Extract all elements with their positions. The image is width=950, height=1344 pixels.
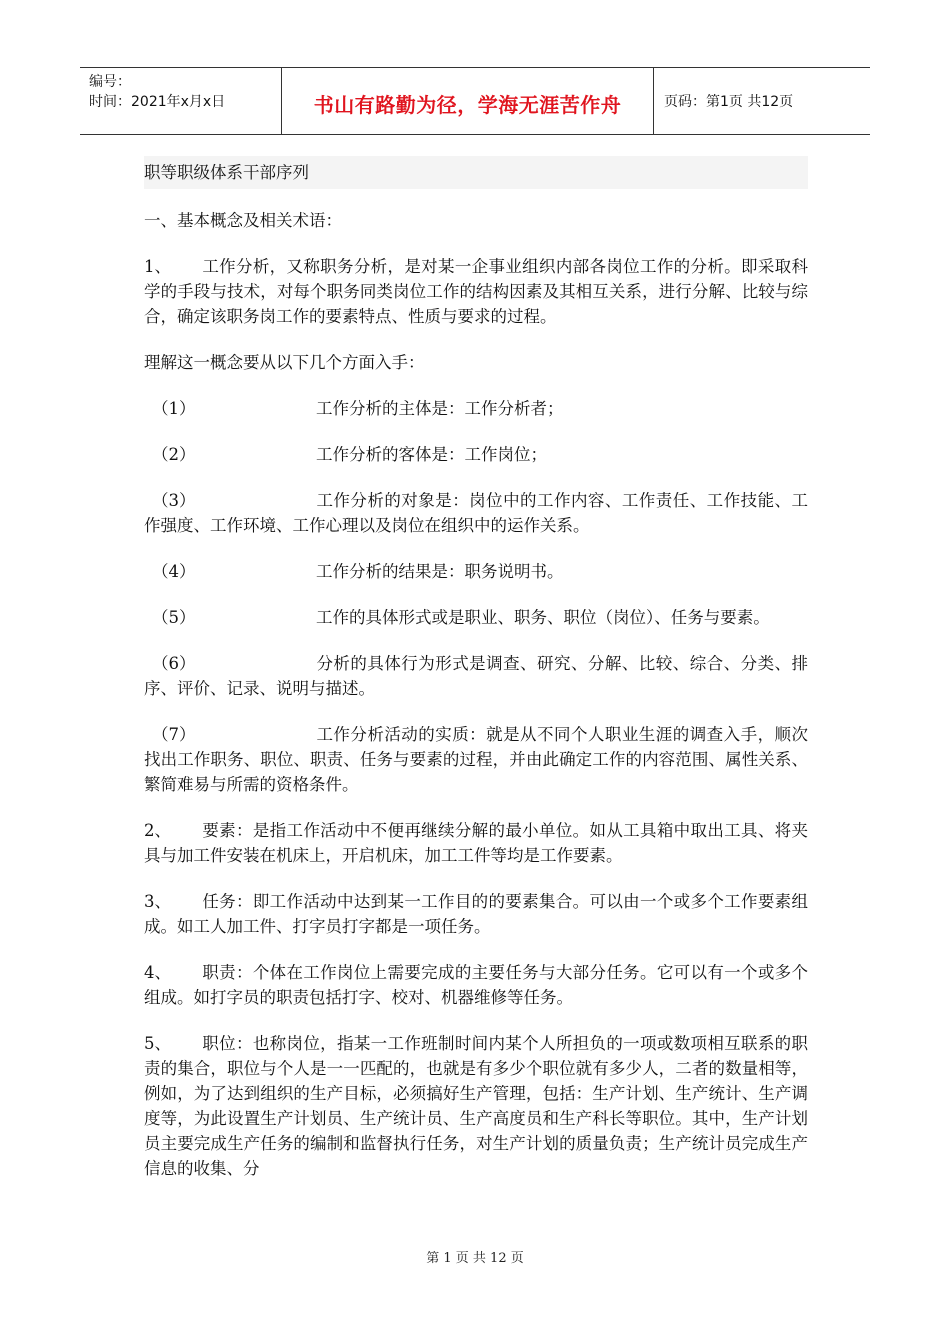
header-table [80, 67, 870, 135]
list-item-text: 工作分析的对象是：岗位中的工作内容、工作责任、工作技能、工作强度、工作环境、工作心理以及岗位在组织中的运作关系。 [144, 491, 808, 535]
list-item-text: 工作分析的客体是：工作岗位； [316, 445, 547, 464]
list-item-2 [144, 442, 808, 467]
paragraph-5 [144, 1031, 808, 1181]
section-heading: 一、基本概念及相关术语： [144, 211, 342, 230]
list-item-text: 工作的具体形式或是职业、职务、职位（岗位）、任务与要素。 [316, 608, 770, 627]
page-footer: 第 1 页 共 12 页 [426, 1251, 524, 1266]
header-motto: 书山有路勤为径，学海无涯苦作舟 [282, 68, 654, 134]
list-item-4 [144, 559, 808, 584]
header-meta-cell [80, 68, 282, 134]
paragraph-text: 工作分析，又称职务分析，是对某一企事业组织内部各岗位工作的分析。即采取科学的手段与技术，对每个职务同类岗位工作的结构因素及其相互关系，进行分解、比较与综合，确定该职务岗工作的要素特点、性质与要求的过程。 [144, 257, 808, 326]
list-item-5 [144, 605, 808, 630]
list-item-number: （3） [152, 491, 196, 510]
paragraph-text: 要素：是指工作活动中不便再继续分解的最小单位。如从工具箱中取出工具、将夹具与加工件安装在机床上，开启机床，加工工件等均是工作要素。 [144, 821, 808, 865]
list-item-1 [144, 396, 808, 421]
paragraph-number: 5、 [144, 1034, 171, 1053]
list-item-text: 工作分析活动的实质：就是从不同个人职业生涯的调查入手，顺次找出工作职务、职位、职责、任务与要素的过程，并由此确定工作的内容范围、属性关系、繁简难易与所需的资格条件。 [144, 725, 808, 794]
list-item-text: 工作分析的结果是：职务说明书。 [316, 562, 564, 581]
paragraph-number: 1、 [144, 257, 171, 276]
paragraph-number: 2、 [144, 821, 171, 840]
list-item-number: （4） [152, 562, 196, 581]
list-item-7 [144, 722, 808, 797]
paragraph-number: 3、 [144, 892, 171, 911]
document-number-label: 编号： [89, 74, 131, 90]
list-item-3 [144, 488, 808, 538]
list-item-number: （7） [152, 725, 196, 744]
document-date-label: 时间：2021年x月x日 [89, 94, 226, 110]
list-item-number: （5） [152, 608, 196, 627]
list-item-number: （1） [152, 399, 196, 418]
document-title: 职等职级体系干部序列 [144, 156, 808, 189]
document-body [144, 156, 808, 1202]
paragraph-number: 4、 [144, 963, 171, 982]
paragraph-2 [144, 818, 808, 868]
list-item-number: （2） [152, 445, 196, 464]
paragraph-text: 职责：个体在工作岗位上需要完成的主要任务与大部分任务。它可以有一个或多个组成。如打字员的职责包括打字、校对、机器维修等任务。 [144, 963, 808, 1007]
paragraph-text: 任务：即工作活动中达到某一工作目的的要素集合。可以由一个或多个工作要素组成。如工人加工件、打字员打字都是一项任务。 [144, 892, 808, 936]
list-item-text: 工作分析的主体是：工作分析者； [316, 399, 564, 418]
list-item-6 [144, 651, 808, 701]
paragraph-1 [144, 254, 808, 329]
header-page-info: 页码：第1页 共12页 [664, 94, 794, 110]
paragraph-4 [144, 960, 808, 1010]
paragraph-text: 职位：也称岗位，指某一工作班制时间内某个人所担负的一项或数项相互联系的职责的集合，职位与个人是一一匹配的，也就是有多少个职位就有多少人，二者的数量相等，例如，为了达到组织的生产目标，必须搞好生产管理，包括：生产计划、生产统计、生产调度等，为此设置生产计划员、生产统计员、生产高度员和生产科长等职位。其中，生产计划员主要完成生产任务的编制和监督执行任务，对生产计划的质量负责；生产统计员完成生产信息的收集、分 [144, 1034, 808, 1178]
list-item-number: （6） [152, 654, 196, 673]
list-item-text: 分析的具体行为形式是调查、研究、分解、比较、综合、分类、排序、评价、记录、说明与描述。 [144, 654, 808, 698]
paragraph-3 [144, 889, 808, 939]
understand-intro: 理解这一概念要从以下几个方面入手： [144, 353, 425, 372]
